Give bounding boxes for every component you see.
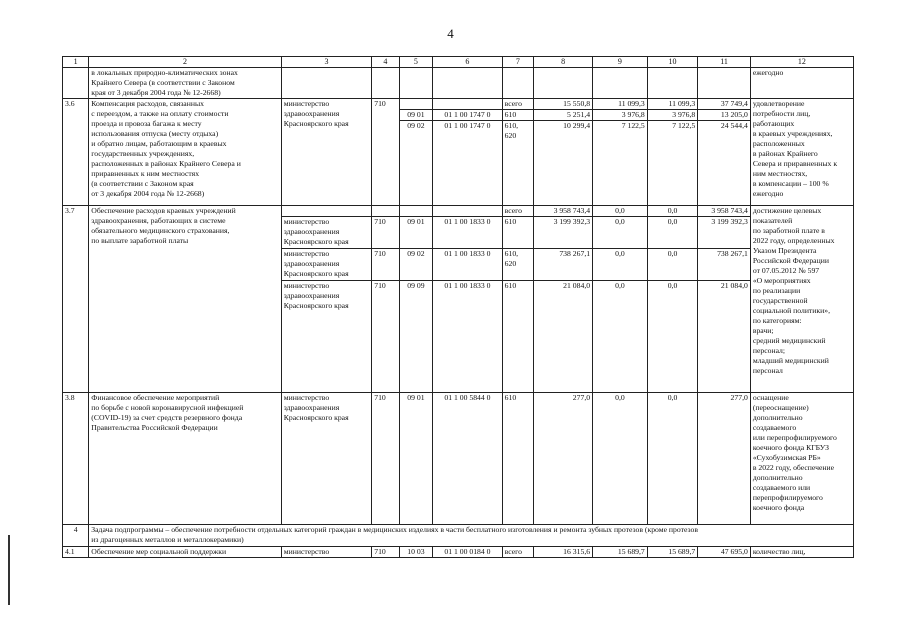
amount-total: 13 205,0 xyxy=(698,110,751,121)
amount-total: 3 958 743,4 xyxy=(698,206,751,217)
csr-code: 01 1 00 1833 0 xyxy=(433,281,502,393)
vr-code: 610, 620 xyxy=(502,121,534,206)
amount-total: 277,0 xyxy=(698,393,751,525)
header-cell: 10 xyxy=(647,57,697,68)
amount-2024: 3 976,8 xyxy=(647,110,697,121)
rzpr-code: 09 02 xyxy=(399,249,433,281)
program-activities-table xyxy=(62,56,854,558)
expected-result: оснащение (переоснащение) дополнительно создаваемого или перепрофилируемого коечного фонда КГБУЗ «Сухобузимская РБ» в 2022 году, обеспечение дополнительно создаваемого или перепрофилируемого коечного фонда xyxy=(750,393,853,525)
vr-code: 610 xyxy=(502,281,534,393)
vr-code: всего xyxy=(502,206,534,217)
expected-result: удовлетворение потребности лиц, работающих в краевых учреждениях, расположенных в районах Крайнего Севера и приравненных к ним местностях, в компенсации – 100 % ежегодно xyxy=(750,99,853,206)
row-number: 3.8 xyxy=(63,393,89,525)
empty-cell xyxy=(281,68,371,99)
amount-2023: 7 122,5 xyxy=(593,121,648,206)
header-cell: 2 xyxy=(89,57,281,68)
row-number: 4 xyxy=(63,525,89,547)
amount-2023: 3 976,8 xyxy=(593,110,648,121)
vr-code: 610 xyxy=(502,110,534,121)
grbs-code: 710 xyxy=(372,249,399,281)
table-row xyxy=(63,547,854,558)
activity-name: Компенсация расходов, связанных с переездом, а также на оплату стоимости проезда и провоза багажа к месту использования отпуска (месту отдыха) и обратно лицам, работающим в краевых государственных учреждениях, расположенных в районах Крайнего Севера и приравненных к ним местностях (в соответствии с Законом края от 3 декабря 2004 года № 12-2668) xyxy=(89,99,281,206)
amount-2022: 3 958 743,4 xyxy=(534,206,593,217)
amount-2024: 0,0 xyxy=(647,249,697,281)
header-cell: 8 xyxy=(534,57,593,68)
grbs-name: министерство xyxy=(281,547,371,558)
empty-cell xyxy=(534,68,593,99)
rzpr-code: 09 09 xyxy=(399,281,433,393)
amount-2023: 0,0 xyxy=(593,281,648,393)
table-row xyxy=(63,393,854,525)
column-number-row xyxy=(63,57,854,68)
activity-name: Обеспечение расходов краевых учреждений здравоохранения, работающих в системе обязательного медицинского страхования, по выплате заработной платы xyxy=(89,206,281,393)
amount-2023: 15 689,7 xyxy=(593,547,648,558)
expected-result: ежегодно xyxy=(750,68,853,99)
empty-cell xyxy=(647,68,697,99)
empty-cell xyxy=(593,68,648,99)
subprogram-task: Задача подпрограммы – обеспечение потребности отдельных категорий граждан в медицинских изделиях в части бесплатного изготовления и ремонта зубных протезов (кроме протезов из драгоценных металлов и металлокерамики) xyxy=(89,525,854,547)
rzpr-code: 09 01 xyxy=(399,110,433,121)
grbs-code: 710 xyxy=(372,547,399,558)
amount-2022: 21 084,0 xyxy=(534,281,593,393)
grbs-name: министерство здравоохранения Красноярского края xyxy=(281,393,371,525)
grbs-code: 710 xyxy=(372,281,399,393)
amount-2024: 15 689,7 xyxy=(647,547,697,558)
amount-2022: 277,0 xyxy=(534,393,593,525)
amount-2023: 11 099,3 xyxy=(593,99,648,110)
amount-2022: 5 251,4 xyxy=(534,110,593,121)
scan-edge-line xyxy=(8,535,10,605)
amount-total: 47 695,0 xyxy=(698,547,751,558)
amount-2023: 0,0 xyxy=(593,249,648,281)
header-cell: 12 xyxy=(750,57,853,68)
csr-code: 01 1 00 1833 0 xyxy=(433,249,502,281)
amount-2024: 0,0 xyxy=(647,206,697,217)
empty-cell xyxy=(399,206,433,217)
header-cell: 11 xyxy=(698,57,751,68)
amount-2024: 0,0 xyxy=(647,393,697,525)
empty-cell xyxy=(433,68,502,99)
amount-total: 37 749,4 xyxy=(698,99,751,110)
empty-cell xyxy=(63,68,89,99)
amount-2022: 738 267,1 xyxy=(534,249,593,281)
vr-code: 610 xyxy=(502,393,534,525)
activity-name: Финансовое обеспечение мероприятий по борьбе с новой коронавирусной инфекцией (COVID-19) за счет средств резервного фонда Правительства Российской Федерации xyxy=(89,393,281,525)
rzpr-code: 10 03 xyxy=(399,547,433,558)
empty-cell xyxy=(399,99,433,110)
activity-name: в локальных природно-климатических зонах Крайнего Севера (в соответствии с Законом края от 3 декабря 2004 года № 12-2668) xyxy=(89,68,281,99)
vr-code: 610 xyxy=(502,217,534,249)
table-row xyxy=(63,525,854,547)
grbs-code: 710 xyxy=(372,393,399,525)
amount-2022: 16 315,6 xyxy=(534,547,593,558)
empty-cell xyxy=(372,68,399,99)
grbs-name: министерство здравоохранения Красноярского края xyxy=(281,217,371,249)
rzpr-code: 09 01 xyxy=(399,217,433,249)
csr-code: 01 1 00 5844 0 xyxy=(433,393,502,525)
amount-2022: 15 550,8 xyxy=(534,99,593,110)
row-number: 4.1 xyxy=(63,547,89,558)
empty-cell xyxy=(698,68,751,99)
header-cell: 7 xyxy=(502,57,534,68)
activity-name: Обеспечение мер социальной поддержки xyxy=(89,547,281,558)
table-row xyxy=(63,99,854,110)
amount-2024: 0,0 xyxy=(647,217,697,249)
amount-2024: 7 122,5 xyxy=(647,121,697,206)
vr-code: всего xyxy=(502,547,534,558)
amount-2022: 10 299,4 xyxy=(534,121,593,206)
header-cell: 9 xyxy=(593,57,648,68)
vr-code: всего xyxy=(502,99,534,110)
row-number: 3.6 xyxy=(63,99,89,206)
rzpr-code: 09 01 xyxy=(399,393,433,525)
amount-total: 3 199 392,3 xyxy=(698,217,751,249)
header-cell: 1 xyxy=(63,57,89,68)
table-row xyxy=(63,68,854,99)
table-row xyxy=(63,206,854,217)
csr-code: 01 1 00 1833 0 xyxy=(433,217,502,249)
amount-2023: 0,0 xyxy=(593,217,648,249)
amount-total: 738 267,1 xyxy=(698,249,751,281)
csr-code: 01 1 00 1747 0 xyxy=(433,110,502,121)
empty-cell xyxy=(433,206,502,217)
empty-cell xyxy=(399,68,433,99)
amount-total: 24 544,4 xyxy=(698,121,751,206)
empty-cell xyxy=(372,206,399,217)
empty-cell xyxy=(281,206,371,217)
empty-cell xyxy=(433,99,502,110)
amount-2024: 0,0 xyxy=(647,281,697,393)
amount-2023: 0,0 xyxy=(593,206,648,217)
grbs-code: 710 xyxy=(372,217,399,249)
header-cell: 3 xyxy=(281,57,371,68)
csr-code: 01 1 00 0184 0 xyxy=(433,547,502,558)
vr-code: 610, 620 xyxy=(502,249,534,281)
amount-total: 21 084,0 xyxy=(698,281,751,393)
page-number: 4 xyxy=(447,26,454,41)
expected-result: достижение целевых показателей по заработной плате в 2022 году, определенных Указом Президента Российской Федерации от 07.05.2012 № 597 «О мероприятиях по реализации государственной социальной политики», по категориям: врачи; средний медицинский персонал; младший медицинский персонал xyxy=(750,206,853,393)
amount-2024: 11 099,3 xyxy=(647,99,697,110)
header-cell: 4 xyxy=(372,57,399,68)
amount-2022: 3 199 392,3 xyxy=(534,217,593,249)
header-cell: 5 xyxy=(399,57,433,68)
header-cell: 6 xyxy=(433,57,502,68)
grbs-name: министерство здравоохранения Красноярского края xyxy=(281,281,371,393)
empty-cell xyxy=(502,68,534,99)
rzpr-code: 09 02 xyxy=(399,121,433,206)
grbs-name: министерство здравоохранения Красноярского края xyxy=(281,249,371,281)
row-number: 3.7 xyxy=(63,206,89,393)
grbs-name: министерство здравоохранения Красноярского края xyxy=(281,99,371,206)
csr-code: 01 1 00 1747 0 xyxy=(433,121,502,206)
amount-2023: 0,0 xyxy=(593,393,648,525)
grbs-code: 710 xyxy=(372,99,399,206)
expected-result: количество лиц, xyxy=(750,547,853,558)
